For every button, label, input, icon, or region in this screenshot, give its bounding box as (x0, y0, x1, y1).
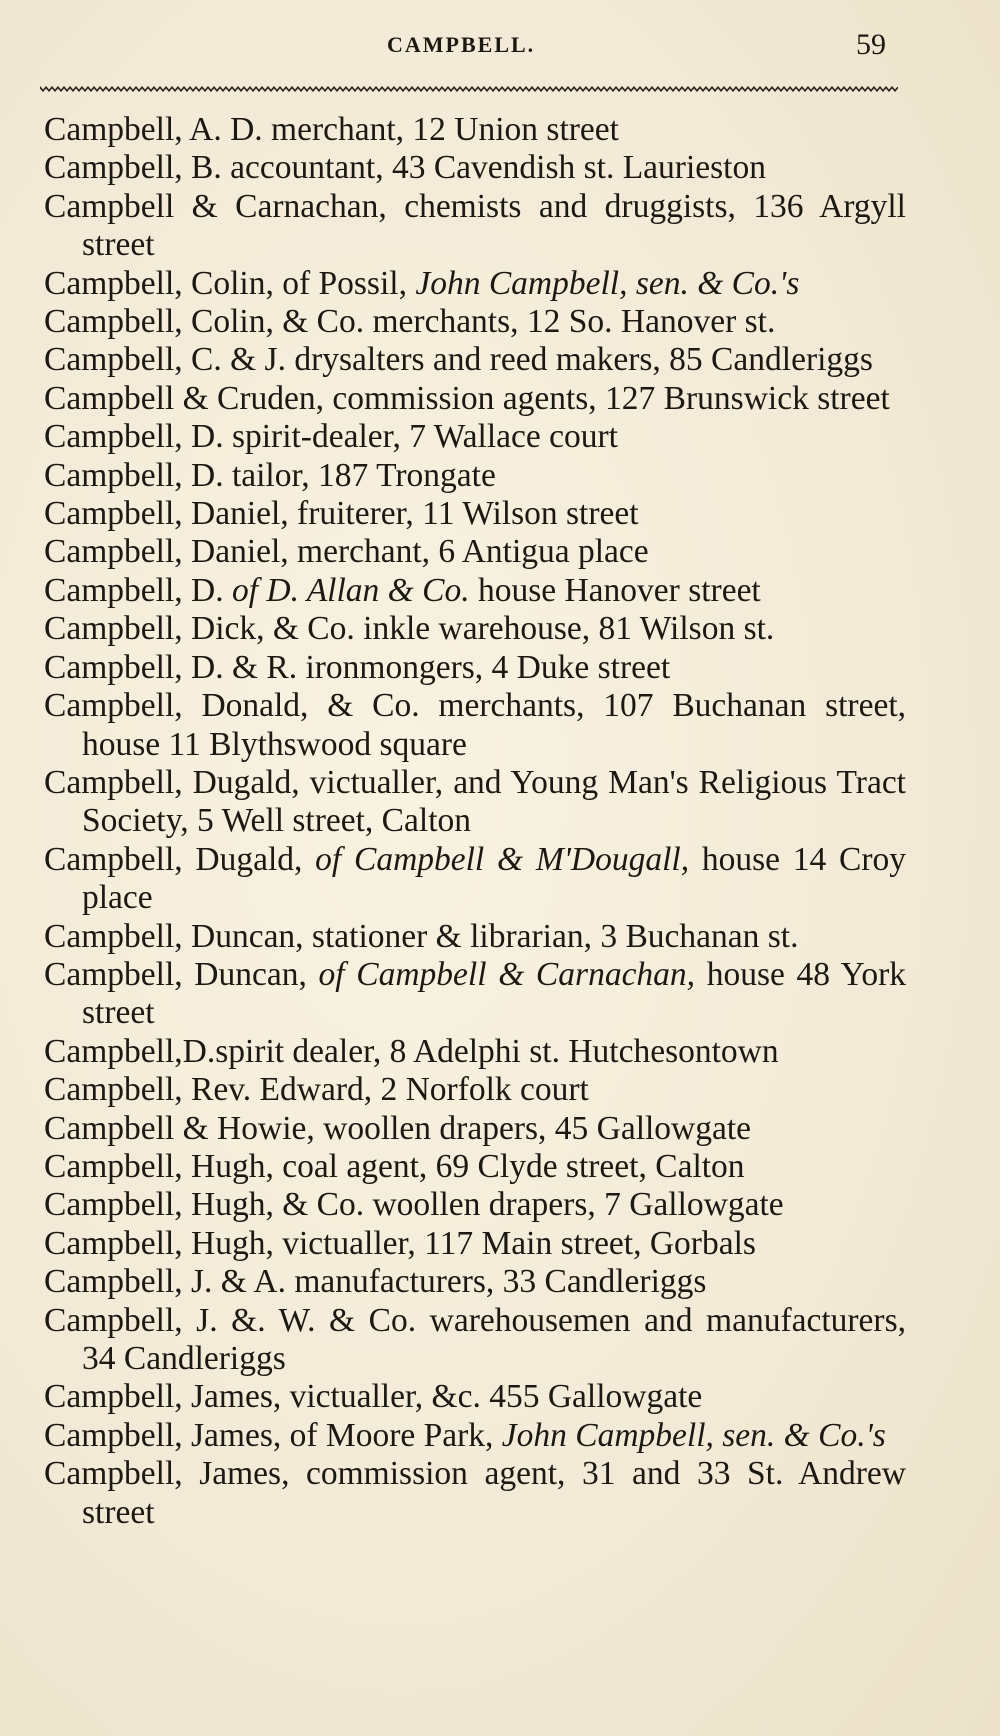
directory-entry: Campbell, Daniel, merchant, 6 Antigua place (44, 533, 649, 571)
directory-entry: Campbell, Hugh, & Co. woollen drapers, 7 Gallowgate (44, 1186, 784, 1224)
directory-entry: Campbell, D. & R. ironmongers, 4 Duke street (44, 648, 671, 686)
directory-entry: Campbell, J. & A. manufacturers, 33 Candleriggs (44, 1263, 707, 1301)
directory-entry: Campbell,D.spirit dealer, 8 Adelphi st. Hutchesontown (44, 1032, 779, 1070)
directory-entry (44, 265, 906, 303)
directory-entry: Campbell, Colin, & Co. merchants, 12 So. Hanover st. (44, 303, 776, 341)
directory-entry: Campbell, A. D. merchant, 12 Union street (44, 111, 619, 148)
directory-entry: Campbell, Donald, & Co. merchants, 107 Buchanan street, house 11 Blythswood square (44, 687, 906, 763)
directory-entry: Campbell, Daniel, fruiterer, 11 Wilson street (44, 495, 639, 533)
directory-entry: Campbell, D. tailor, 187 Trongate (44, 456, 496, 494)
directory-entry: Campbell & Cruden, commission agents, 127 Brunswick street (44, 379, 890, 417)
directory-entry: Campbell, Dick, & Co. inkle warehouse, 81 Wilson st. (44, 610, 775, 648)
directory-entry: Campbell, James, commission agent, 31 and 33 St. Andrew street (44, 1455, 906, 1531)
entry-text: Campbell, Dugald, (44, 840, 316, 878)
directory-entry (44, 956, 906, 1033)
entry-text: Campbell, D. (44, 571, 232, 609)
directory-entry: Campbell, Rev. Edward, 2 Norfolk court (44, 1071, 589, 1109)
entry-text: house 14 Croy place (82, 840, 907, 917)
directory-entry: Campbell, D. spirit-dealer, 7 Wallace court (44, 418, 618, 456)
directory-entry (44, 1417, 906, 1455)
entry-text: Campbell, Colin, of Possil, (44, 264, 416, 302)
directory-entry: Campbell & Carnachan, chemists and druggists, 136 Argyll street (44, 187, 906, 264)
directory-entry: Campbell, Duncan, stationer & librarian, 3 Buchanan st. (44, 917, 799, 955)
entry-text: Campbell, James, of Moore Park, (44, 1416, 502, 1454)
directory-entry: Campbell, C. & J. drysalters and reed makers, 85 Candleriggs (44, 341, 873, 379)
entry-italic-firm: of Campbell & M'Dougall, (315, 840, 690, 878)
running-head: CAMPBELL. (387, 32, 536, 57)
directory-entry: Campbell, B. accountant, 43 Cavendish st. Laurieston (44, 149, 766, 187)
entry-italic-firm: John Campbell, sen. & Co.'s (501, 1416, 886, 1454)
entry-italic-firm: of D. Allan & Co. (231, 571, 470, 609)
directory-entry: Campbell & Howie, woollen drapers, 45 Gallowgate (44, 1109, 752, 1147)
header-wavy-rule (40, 86, 898, 92)
entry-text: house 48 York street (82, 955, 906, 1032)
directory-entry: Campbell, Hugh, coal agent, 69 Clyde street, Calton (44, 1147, 745, 1185)
directory-entry: Campbell, Hugh, victualler, 117 Main street, Gorbals (44, 1224, 756, 1262)
directory-entry (44, 572, 906, 610)
directory-entry: Campbell, J. &. W. & Co. warehousemen and manufacturers, 34 Candleriggs (44, 1301, 906, 1377)
directory-entry (44, 841, 906, 918)
page-number: 59 (856, 28, 886, 61)
entry-text: house Hanover street (469, 571, 761, 609)
directory-entry: Campbell, Dugald, victualler, and Young Man's Religious Tract Society, 5 Well street, Calton (44, 763, 906, 840)
entry-text: Campbell, Duncan, (44, 955, 319, 993)
entry-italic-firm: of Campbell & Carnachan, (318, 955, 696, 993)
entry-italic-firm: John Campbell, sen. & Co.'s (415, 264, 800, 302)
directory-entry: Campbell, James, victualler, &c. 455 Gallowgate (44, 1378, 703, 1416)
directory-entry-list (44, 111, 906, 1532)
